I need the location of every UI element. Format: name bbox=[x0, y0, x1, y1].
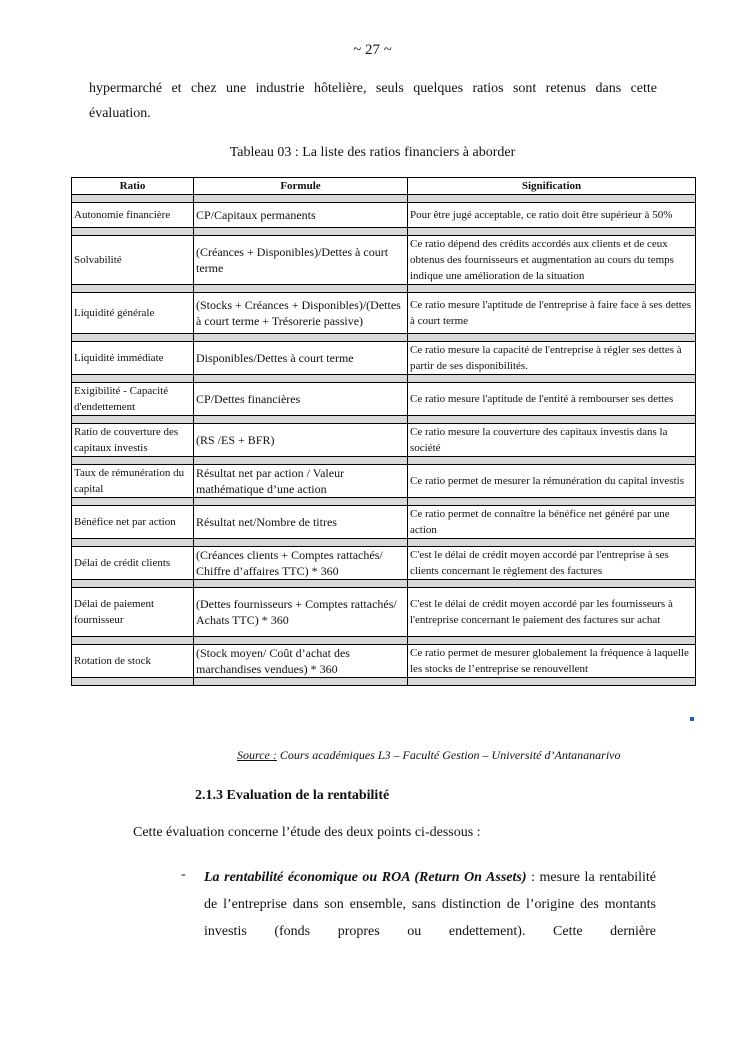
table-row bbox=[72, 465, 696, 498]
spacer-cell bbox=[194, 285, 408, 293]
spacer-cell bbox=[408, 285, 696, 293]
spacer-cell bbox=[408, 375, 696, 383]
page-number: ~ 27 ~ bbox=[353, 42, 392, 58]
ratio-cell: Taux de rémunération du capital bbox=[72, 465, 194, 498]
table-row bbox=[72, 342, 696, 375]
bullet-lead: La rentabilité économique ou ROA (Return On Assets) bbox=[204, 870, 527, 885]
table-spacer-row bbox=[72, 228, 696, 236]
spacer-cell bbox=[194, 678, 408, 686]
source-text: Cours académiques L3 – Faculté Gestion – Université d’Antananarivo bbox=[279, 748, 621, 762]
table-spacer-row bbox=[72, 457, 696, 465]
formule-cell: Résultat net par action / Valeur mathématique d’une action bbox=[194, 465, 408, 498]
ratio-cell: Bénéfice net par action bbox=[72, 506, 194, 539]
formule-cell: (Créances clients + Comptes rattachés/ Chiffre d’affaires TTC) * 360 bbox=[194, 547, 408, 580]
signification-cell: Pour être jugé acceptable, ce ratio doit être supérieur à 50% bbox=[408, 203, 696, 228]
table-source bbox=[237, 748, 621, 763]
table-spacer-row bbox=[72, 498, 696, 506]
spacer-cell bbox=[194, 637, 408, 645]
signification-cell: Ce ratio permet de connaître la bénéfice net généré par une action bbox=[408, 506, 696, 539]
table-spacer-row bbox=[72, 678, 696, 686]
spacer-cell bbox=[72, 195, 194, 203]
ratio-cell: Exigibilité - Capacité d'endettement bbox=[72, 383, 194, 416]
formule-cell: Résultat net/Nombre de titres bbox=[194, 506, 408, 539]
ratio-cell: Rotation de stock bbox=[72, 645, 194, 678]
ratio-cell: Solvabilité bbox=[72, 236, 194, 285]
formule-cell: Disponibles/Dettes à court terme bbox=[194, 342, 408, 375]
signification-cell: Ce ratio mesure l'aptitude de l'entité à rembourser ses dettes bbox=[408, 383, 696, 416]
spacer-cell bbox=[72, 334, 194, 342]
formule-cell: (Dettes fournisseurs + Comptes rattachés/ Achats TTC) * 360 bbox=[194, 588, 408, 637]
signification-cell: Ce ratio mesure la couverture des capitaux investis dans la société bbox=[408, 424, 696, 457]
table-row bbox=[72, 588, 696, 637]
formule-cell: (Créances + Disponibles)/Dettes à court terme bbox=[194, 236, 408, 285]
table-spacer-row bbox=[72, 580, 696, 588]
spacer-cell bbox=[72, 637, 194, 645]
formule-cell: (RS /ES + BFR) bbox=[194, 424, 408, 457]
intro-line-2: évaluation. bbox=[89, 106, 151, 121]
spacer-cell bbox=[408, 416, 696, 424]
spacer-cell bbox=[72, 228, 194, 236]
bullet-dash: - bbox=[181, 867, 186, 882]
source-label: Source : bbox=[237, 748, 277, 762]
table-row bbox=[72, 383, 696, 416]
bullet-rest: : mesure la rentabilité de l’entreprise dans son ensemble, sans distinction de l’origine des montants investis (fonds propres ou endettement). Cette dernière bbox=[204, 870, 656, 939]
header-formule: Formule bbox=[194, 178, 408, 195]
formule-cell: (Stocks + Créances + Disponibles)/(Dettes à court terme + Trésorerie passive) bbox=[194, 293, 408, 334]
spacer-cell bbox=[72, 375, 194, 383]
spacer-cell bbox=[72, 457, 194, 465]
table-spacer-row bbox=[72, 195, 696, 203]
ratio-cell: Liquidité générale bbox=[72, 293, 194, 334]
header-signification: Signification bbox=[408, 178, 696, 195]
table-spacer-row bbox=[72, 285, 696, 293]
bullet-item bbox=[204, 864, 656, 945]
table-row bbox=[72, 547, 696, 580]
signification-cell: Ce ratio mesure la capacité de l'entreprise à régler ses dettes à partir de ses disponibilités. bbox=[408, 342, 696, 375]
signification-cell: Ce ratio mesure l'aptitude de l'entreprise à faire face à ses dettes à court terme bbox=[408, 293, 696, 334]
table-row bbox=[72, 424, 696, 457]
spacer-cell bbox=[408, 637, 696, 645]
table-spacer-row bbox=[72, 375, 696, 383]
spacer-cell bbox=[194, 375, 408, 383]
section-title: 2.1.3 Evaluation de la rentabilité bbox=[195, 788, 390, 803]
ratio-cell: Liquidité immédiate bbox=[72, 342, 194, 375]
table-header-row bbox=[72, 178, 696, 195]
signification-cell: Ce ratio dépend des crédits accordés aux clients et de ceux obtenus des fournisseurs et augmentation au cours du temps indique une amélioration de la situation bbox=[408, 236, 696, 285]
ratio-cell: Autonomie financière bbox=[72, 203, 194, 228]
intro-line-1: hypermarché et chez une industrie hôtelière, seuls quelques ratios sont retenus dans cette bbox=[89, 81, 657, 96]
table-spacer-row bbox=[72, 539, 696, 547]
spacer-cell bbox=[194, 228, 408, 236]
signification-cell: C'est le délai de crédit moyen accordé par l'entreprise à ses clients concernant le règlement des factures bbox=[408, 547, 696, 580]
ratio-cell: Délai de paiement fournisseur bbox=[72, 588, 194, 637]
signification-cell: Ce ratio permet de mesurer globalement la fréquence à laquelle les stocks de l’entreprise se renouvellent bbox=[408, 645, 696, 678]
spacer-cell bbox=[72, 580, 194, 588]
ratio-cell: Ratio de couverture des capitaux investis bbox=[72, 424, 194, 457]
spacer-cell bbox=[194, 580, 408, 588]
spacer-cell bbox=[194, 539, 408, 547]
table-row bbox=[72, 236, 696, 285]
table-body bbox=[72, 195, 696, 686]
table-spacer-row bbox=[72, 334, 696, 342]
spacer-cell bbox=[408, 457, 696, 465]
table-resize-handle bbox=[690, 717, 694, 721]
table-spacer-row bbox=[72, 637, 696, 645]
spacer-cell bbox=[194, 195, 408, 203]
spacer-cell bbox=[72, 498, 194, 506]
formule-cell: CP/Dettes financières bbox=[194, 383, 408, 416]
spacer-cell bbox=[408, 580, 696, 588]
spacer-cell bbox=[408, 195, 696, 203]
spacer-cell bbox=[408, 539, 696, 547]
spacer-cell bbox=[72, 678, 194, 686]
table-row bbox=[72, 645, 696, 678]
signification-cell: C'est le délai de crédit moyen accordé par les fournisseurs à l'entreprise concernant le paiement des factures sur achat bbox=[408, 588, 696, 637]
spacer-cell bbox=[194, 457, 408, 465]
table-caption: Tableau 03 : La liste des ratios financiers à aborder bbox=[229, 145, 516, 160]
table-row bbox=[72, 203, 696, 228]
spacer-cell bbox=[408, 498, 696, 506]
spacer-cell bbox=[72, 416, 194, 424]
spacer-cell bbox=[194, 334, 408, 342]
spacer-cell bbox=[72, 285, 194, 293]
paragraph: Cette évaluation concerne l’étude des deux points ci-dessous : bbox=[133, 825, 481, 840]
table-spacer-row bbox=[72, 416, 696, 424]
table-row bbox=[72, 506, 696, 539]
spacer-cell bbox=[408, 334, 696, 342]
ratio-cell: Délai de crédit clients bbox=[72, 547, 194, 580]
spacer-cell bbox=[408, 678, 696, 686]
spacer-cell bbox=[194, 498, 408, 506]
table-row bbox=[72, 293, 696, 334]
spacer-cell bbox=[194, 416, 408, 424]
spacer-cell bbox=[408, 228, 696, 236]
formule-cell: CP/Capitaux permanents bbox=[194, 203, 408, 228]
formule-cell: (Stock moyen/ Coût d’achat des marchandises vendues) * 360 bbox=[194, 645, 408, 678]
signification-cell: Ce ratio permet de mesurer la rémunération du capital investis bbox=[408, 465, 696, 498]
header-ratio: Ratio bbox=[72, 178, 194, 195]
spacer-cell bbox=[72, 539, 194, 547]
ratios-table bbox=[71, 177, 696, 686]
